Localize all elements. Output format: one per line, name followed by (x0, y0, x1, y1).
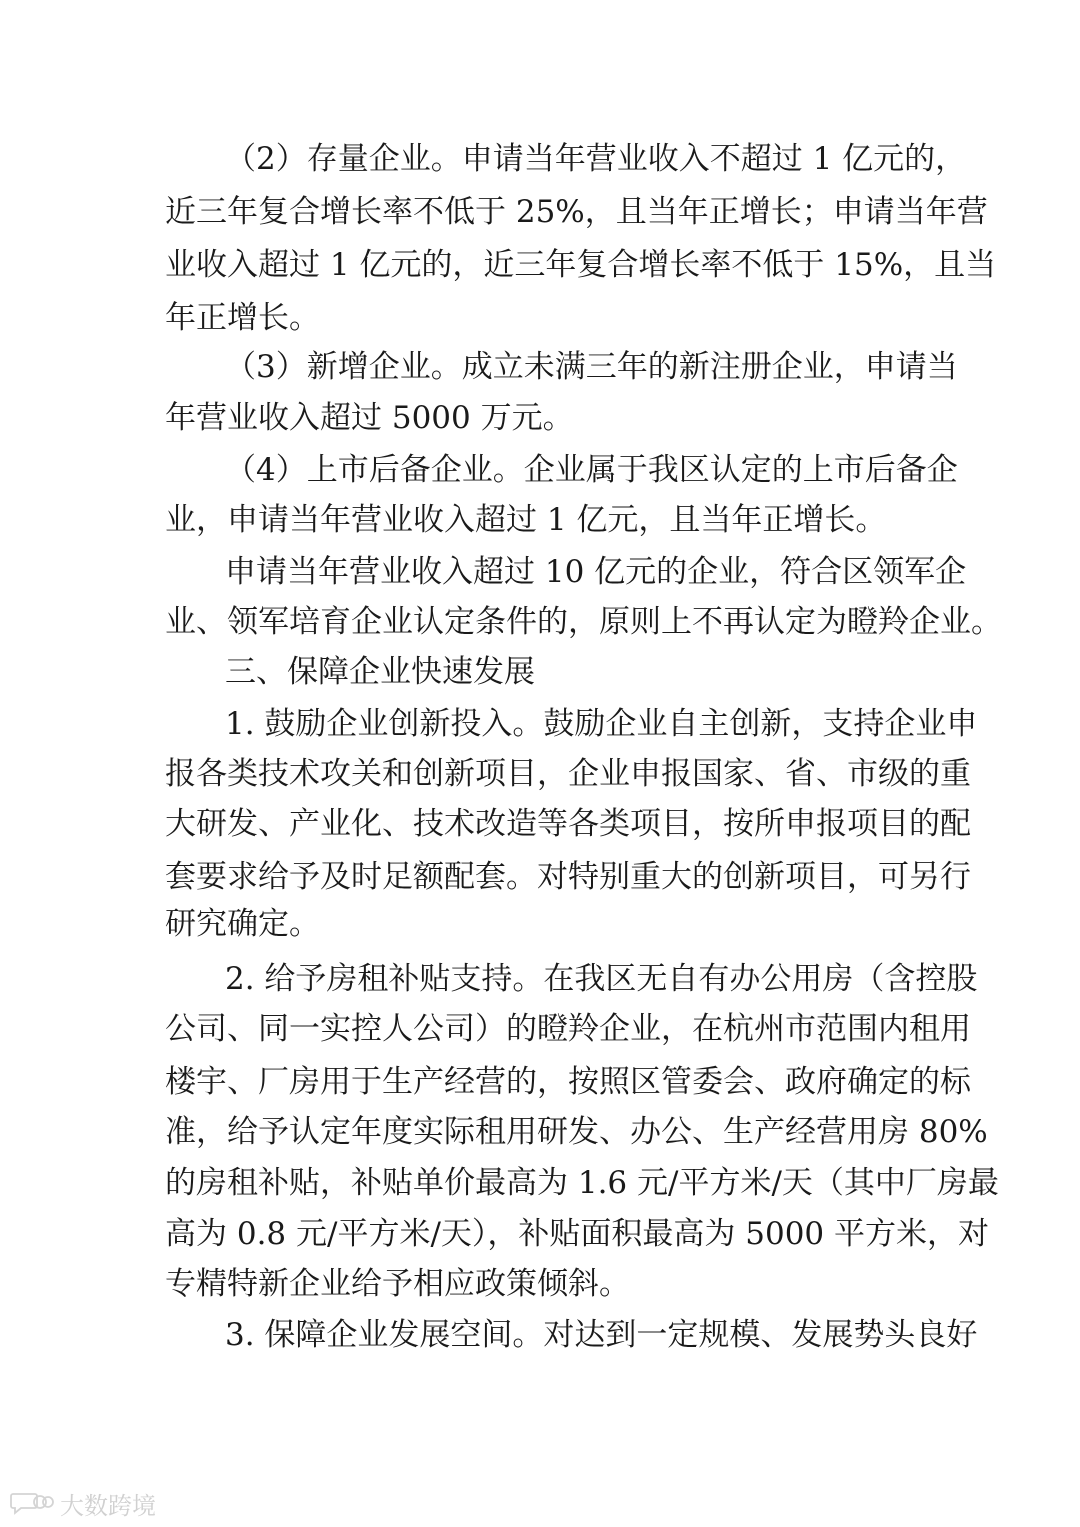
text-line: （2）存量企业。申请当年营业收入不超过 1 亿元的， (225, 141, 967, 177)
text-line: 近三年复合增长率不低于 25%，且当年正增长；申请当年营 (165, 194, 988, 230)
section-heading: 三、保障企业快速发展 (225, 654, 535, 690)
text-line: 业、领军培育企业认定条件的，原则上不再认定为瞪羚企业。 (165, 604, 1002, 640)
text-line: 楼宇、厂房用于生产经营的，按照区管委会、政府确定的标 (165, 1064, 971, 1100)
text-line: 年营业收入超过 5000 万元。 (165, 400, 574, 436)
text-line: 申请当年营业收入超过 10 亿元的企业，符合区领军企 (225, 554, 967, 590)
text-line: 的房租补贴，补贴单价最高为 1.6 元/平方米/天（其中厂房最 (165, 1165, 999, 1201)
watermark (10, 1486, 156, 1520)
text-line: 专精特新企业给予相应政策倾斜。 (165, 1266, 630, 1302)
text-line: 业，申请当年营业收入超过 1 亿元，且当年正增长。 (165, 502, 887, 538)
text-line: 1. 鼓励企业创新投入。鼓励企业自主创新，支持企业申 (225, 706, 978, 742)
text-line: 准，给予认定年度实际租用研发、办公、生产经营用房 80% (165, 1114, 988, 1150)
watermark-text: 大数跨境 (60, 1491, 156, 1520)
text-line: 套要求给予及时足额配套。对特别重大的创新项目，可另行 (165, 859, 971, 895)
text-line: 报各类技术攻关和创新项目，企业申报国家、省、市级的重 (165, 756, 971, 792)
text-line: 高为 0.8 元/平方米/天），补贴面积最高为 5000 平方米，对 (165, 1216, 989, 1252)
text-line: （4）上市后备企业。企业属于我区认定的上市后备企 (225, 452, 958, 488)
text-line: 业收入超过 1 亿元的，近三年复合增长率不低于 15%，且当 (165, 247, 997, 283)
text-line: 年正增长。 (165, 300, 320, 336)
text-line: 研究确定。 (165, 906, 320, 942)
chat-bubble-logo-icon (10, 1490, 54, 1516)
text-line: （3）新增企业。成立未满三年的新注册企业，申请当 (225, 349, 958, 385)
text-line: 2. 给予房租补贴支持。在我区无自有办公用房（含控股 (225, 961, 978, 997)
text-line: 3. 保障企业发展空间。对达到一定规模、发展势头良好 (225, 1317, 978, 1353)
text-line: 大研发、产业化、技术改造等各类项目，按所申报项目的配 (165, 806, 971, 842)
text-line: 公司、同一实控人公司）的瞪羚企业，在杭州市范围内租用 (165, 1011, 971, 1047)
